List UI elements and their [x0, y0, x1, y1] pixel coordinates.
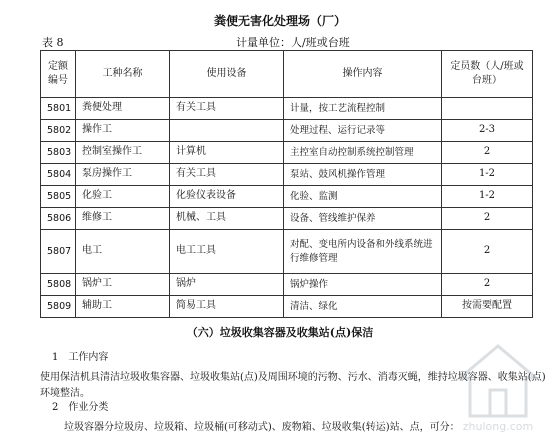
cell-content: 计量，按工艺流程控制 — [284, 98, 442, 120]
table-row — [41, 274, 533, 296]
header-content: 操作内容 — [284, 51, 442, 98]
section-title: （六）垃圾收集容器及收集站(点)保洁 — [186, 326, 374, 339]
cell-job: 粪便处理 — [76, 98, 170, 120]
staffing-table — [40, 50, 533, 318]
table-row — [41, 230, 533, 274]
header-quota: 定员数（人/班或台班） — [442, 51, 533, 98]
header-code: 定额编号 — [41, 51, 76, 98]
cell-job: 泵房操作工 — [76, 164, 170, 186]
cell-quota: 2 — [442, 274, 533, 296]
header-equipment: 使用设备 — [170, 51, 284, 98]
cell-equipment: 有关工具 — [170, 98, 284, 120]
cell-equipment: 简易工具 — [170, 296, 284, 318]
cell-job: 控制室操作工 — [76, 142, 170, 164]
cell-job: 辅助工 — [76, 296, 170, 318]
cell-code: 5805 — [41, 186, 76, 208]
cell-code: 5808 — [41, 274, 76, 296]
cell-equipment: 机械、工具 — [170, 208, 284, 230]
cell-quota: 2 — [442, 142, 533, 164]
paragraph-heading-work-content: 1 工作内容 — [52, 352, 109, 363]
cell-job: 电工 — [76, 230, 170, 274]
cell-quota: 2 — [442, 230, 533, 274]
cell-code: 5801 — [41, 98, 76, 120]
cell-content: 清洁、绿化 — [284, 296, 442, 318]
paragraph-heading-classification: 2 作业分类 — [52, 402, 109, 413]
cell-job: 化验工 — [76, 186, 170, 208]
cell-content: 泵站、鼓风机操作管理 — [284, 164, 442, 186]
table-number: 表 8 — [42, 36, 64, 49]
cell-equipment: 有关工具 — [170, 164, 284, 186]
table-row — [41, 208, 533, 230]
cell-content: 锅炉操作 — [284, 274, 442, 296]
cell-quota: 1-2 — [442, 164, 533, 186]
cell-equipment: 锅炉 — [170, 274, 284, 296]
table-row — [41, 98, 533, 120]
unit-label: 计量单位：人/班或台班 — [236, 36, 350, 49]
cell-quota — [442, 98, 533, 120]
table-row — [41, 164, 533, 186]
cell-code: 5804 — [41, 164, 76, 186]
cell-code: 5809 — [41, 296, 76, 318]
cell-quota: 2-3 — [442, 120, 533, 142]
table-row — [41, 142, 533, 164]
cell-quota: 2 — [442, 208, 533, 230]
cell-quota: 1-2 — [442, 186, 533, 208]
cell-content: 处理过程、运行记录等 — [284, 120, 442, 142]
cell-content: 化验、监测 — [284, 186, 442, 208]
page-title: 粪便无害化处理场（厂） — [213, 14, 346, 28]
cell-code: 5806 — [41, 208, 76, 230]
cell-equipment: 电工工具 — [170, 230, 284, 274]
cell-code: 5807 — [41, 230, 76, 274]
paragraph-body: 使用保洁机具清洁垃圾收集容器、垃圾收集站(点)及周围环境的污物、污水、消毒灭蝇，维持垃圾容器、收集站(点) — [40, 372, 546, 383]
cell-code: 5803 — [41, 142, 76, 164]
cell-code: 5802 — [41, 120, 76, 142]
cell-job: 操作工 — [76, 120, 170, 142]
cell-equipment — [170, 120, 284, 142]
cell-job: 维修工 — [76, 208, 170, 230]
header-job: 工种名称 — [76, 51, 170, 98]
table-row — [41, 186, 533, 208]
cell-job: 锅炉工 — [76, 274, 170, 296]
cell-content: 对配、变电所内设备和外线系统进行维修管理 — [284, 230, 442, 274]
paragraph-body-continued: 环境整洁。 — [40, 388, 90, 399]
cell-content: 设备、管线维护保养 — [284, 208, 442, 230]
table-row — [41, 296, 533, 318]
paragraph-classification-body: 垃圾容器分垃圾房、垃圾箱、垃圾桶(可移动式)、废物箱、垃圾收集(转运)站、点，可分： — [64, 422, 460, 433]
house-logo-icon — [450, 336, 546, 432]
cell-content: 主控室自动控制系统控制管理 — [284, 142, 442, 164]
cell-equipment: 计算机 — [170, 142, 284, 164]
cell-equipment: 化验仪表设备 — [170, 186, 284, 208]
watermark-text: zhulong.com — [462, 420, 534, 432]
cell-quota: 按需要配置 — [442, 296, 533, 318]
table-row — [41, 120, 533, 142]
